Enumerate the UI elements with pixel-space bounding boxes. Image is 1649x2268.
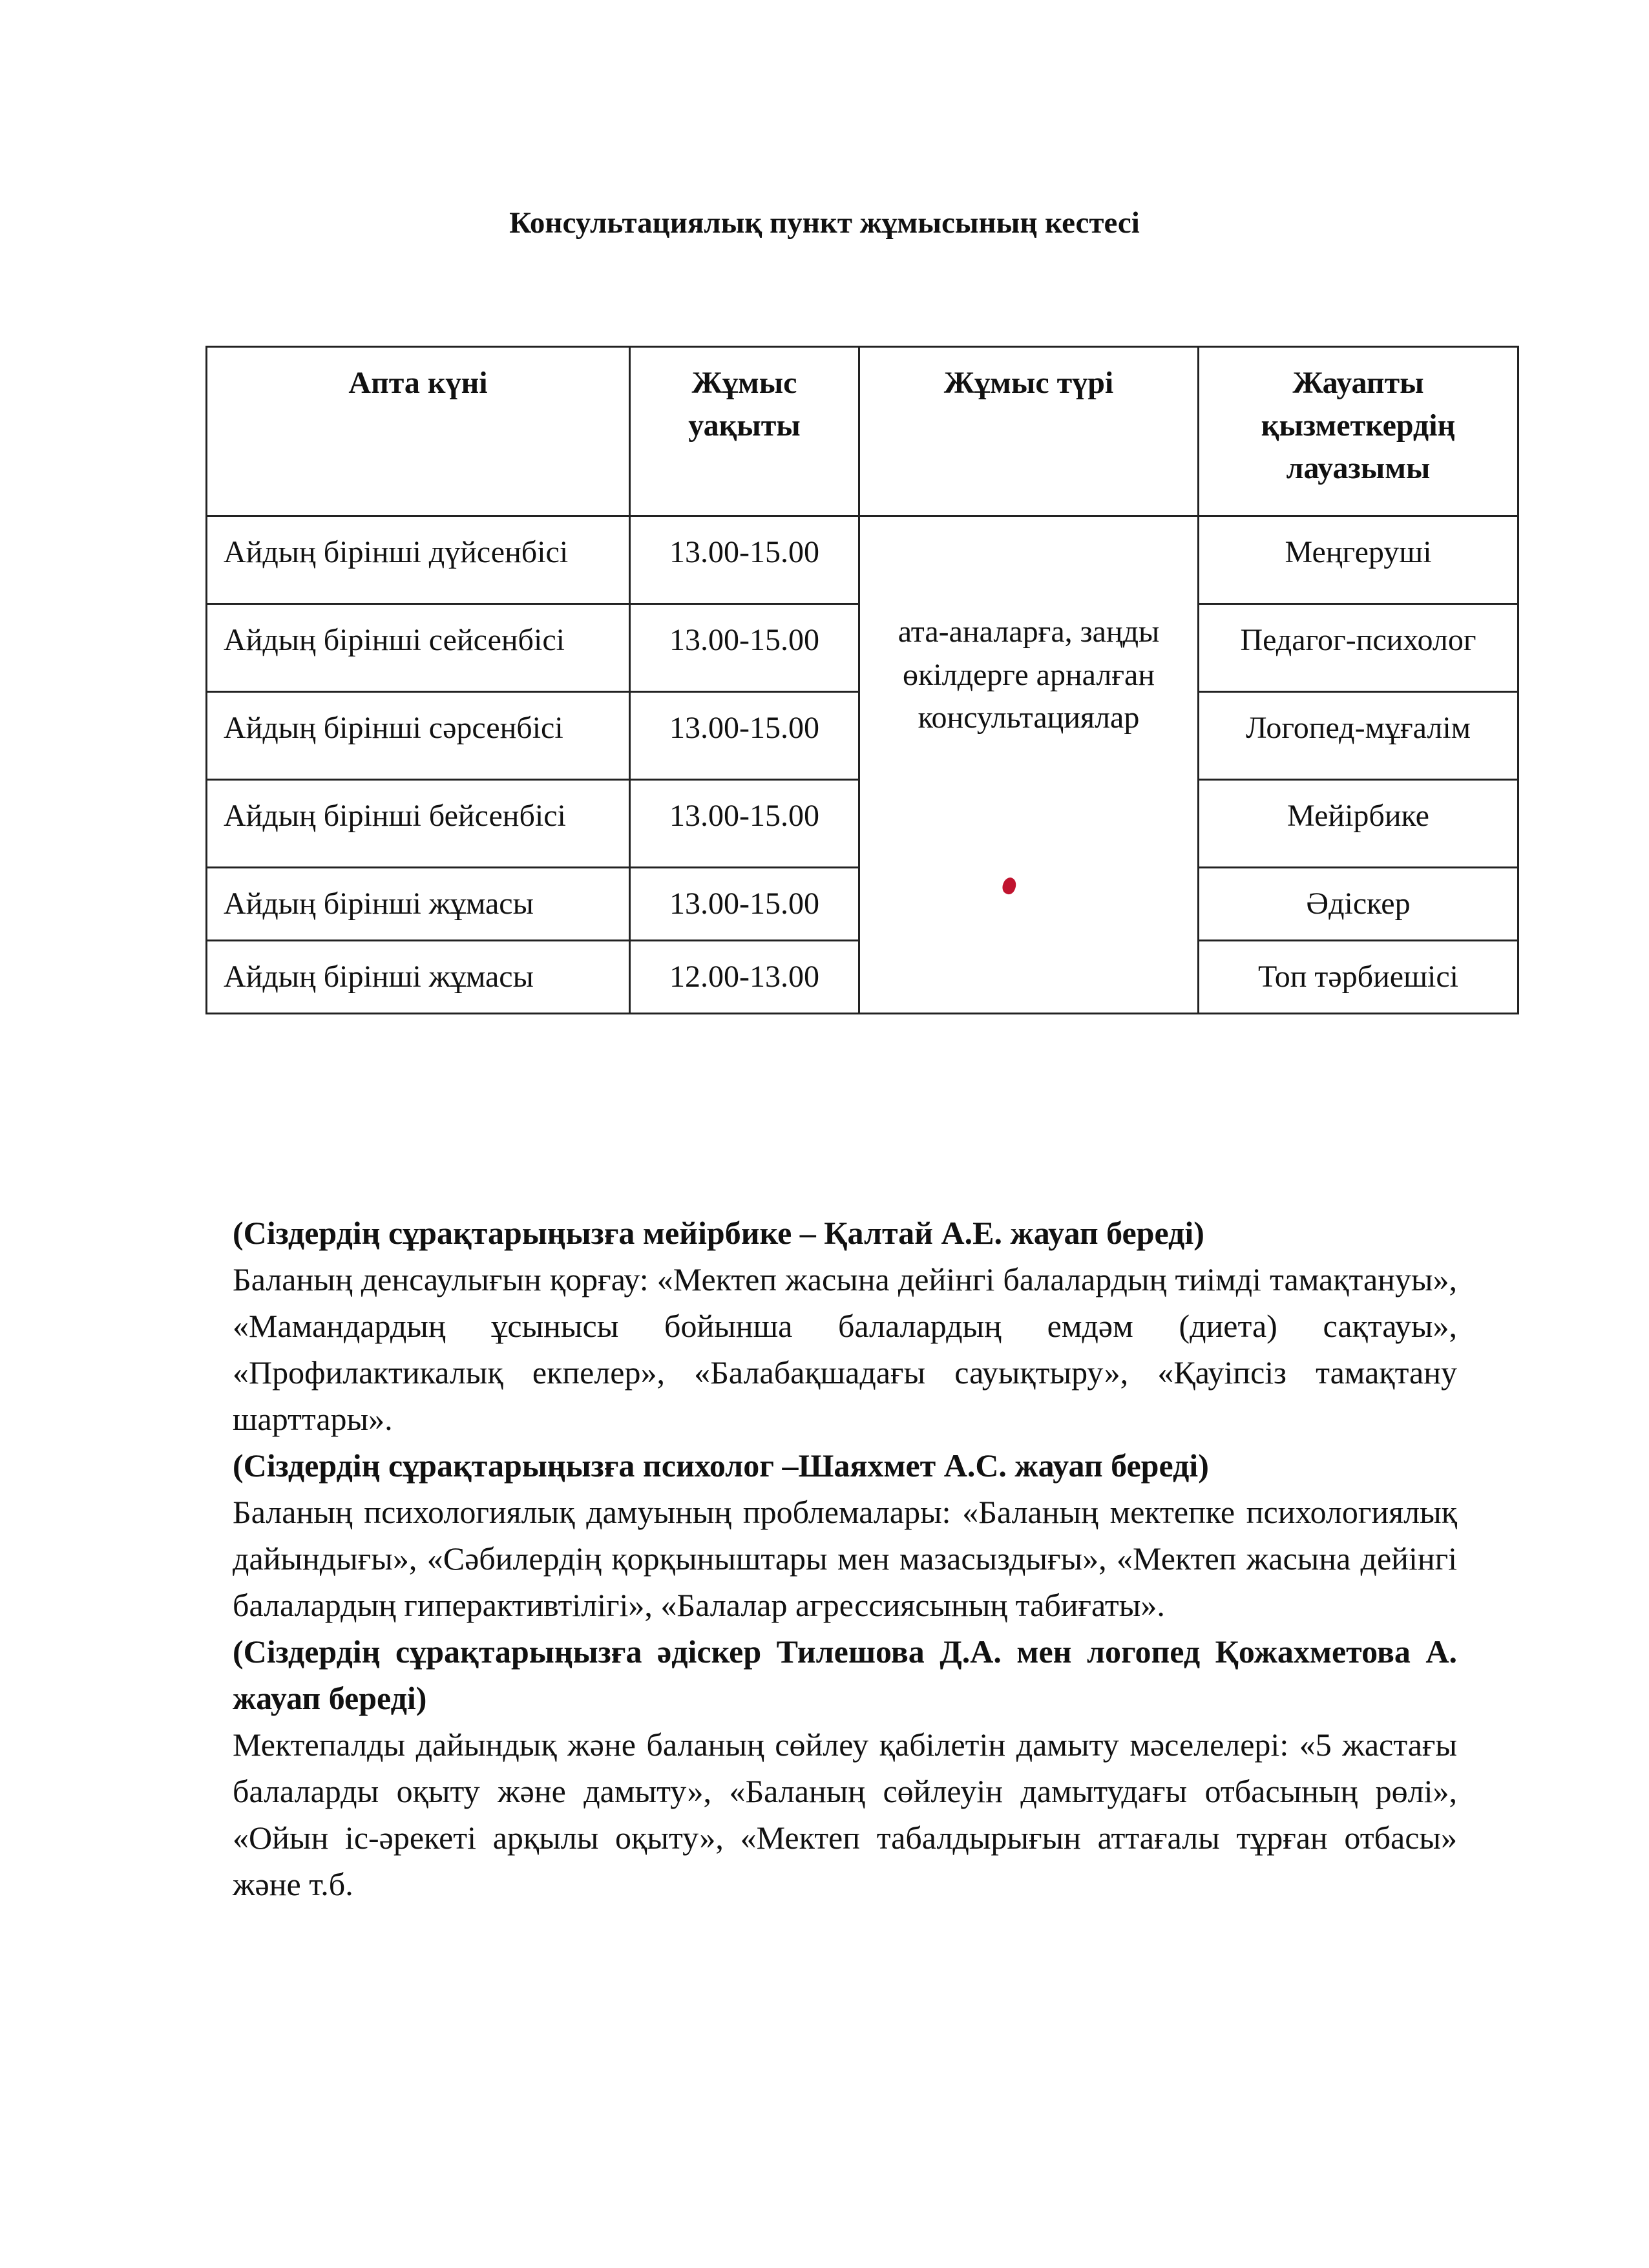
cell-time: 13.00-15.00	[630, 692, 859, 780]
header-work-type: Жұмыс түрі	[859, 347, 1199, 516]
header-work-time: Жұмыс уақыты	[630, 347, 859, 516]
page-title: Консультациялық пункт жұмысының кестесі	[509, 206, 1140, 240]
section-heading-methodist-speech: (Сіздердің сұрақтарыңызға әдіскер Тилешова Д.А. мен логопед Қожахметова А. жауап береді)	[233, 1633, 1457, 1716]
section-text-psychologist: Баланың психологиялық дамуының проблемалары: «Баланың мектепке психологиялық дайындығы», «Сәбилердің қорқыныштары мен мазасыздығы», «Мектеп жасына дейінгі балалардың гиперактивтілігі», «Балалар агрессиясының табиғаты».	[233, 1494, 1457, 1623]
cell-position: Әдіскер	[1199, 868, 1518, 941]
cell-position: Логопед-мұғалім	[1199, 692, 1518, 780]
cell-position: Топ тәрбиешісі	[1199, 941, 1518, 1014]
cell-day: Айдың бірінші бейсенбісі	[207, 780, 630, 868]
section-text-nurse: Баланың денсаулығын қорғау: «Мектеп жасына дейінгі балалардың тиімді тамақтануы», «Мамандардың ұсынысы бойынша балалардың емдәм (диета) сақтауы», «Профилактикалық екпелер», «Балабақшадағы сауықтыру», «Қауіпсіз тамақтану шарттары».	[233, 1261, 1457, 1437]
cell-day: Айдың бірінші дүйсенбісі	[207, 516, 630, 604]
header-responsible-position: Жауапты қызметкердің лауазымы	[1199, 347, 1518, 516]
table-row	[207, 516, 1518, 604]
cell-position: Мейірбике	[1199, 780, 1518, 868]
cell-day: Айдың бірінші жұмасы	[207, 868, 630, 941]
header-weekday: Апта күні	[207, 347, 630, 516]
table-header-row	[207, 347, 1518, 516]
schedule-table	[205, 346, 1519, 1014]
cell-time: 13.00-15.00	[630, 868, 859, 941]
cell-position: Меңгеруші	[1199, 516, 1518, 604]
cell-position: Педагог-психолог	[1199, 604, 1518, 692]
section-text-methodist-speech: Мектепалды дайындық және баланың сөйлеу қабілетін дамыту мәселелері: «5 жастағы балаларды оқыту және дамыту», «Баланың сөйлеуін дамытудағы отбасының рөлі», «Ойын іс-әрекеті арқылы оқыту», «Мектеп табалдырығын аттағалы тұрған отбасы» және т.б.	[233, 1727, 1457, 1902]
cell-day: Айдың бірінші жұмасы	[207, 941, 630, 1014]
cell-time: 13.00-15.00	[630, 780, 859, 868]
section-heading-psychologist: (Сіздердің сұрақтарыңызға психолог –Шаяхмет А.С. жауап береді)	[233, 1447, 1209, 1484]
cell-work-type: ата-аналарға, заңды өкілдерге арналған консультациялар	[859, 516, 1199, 1014]
cell-time: 13.00-15.00	[630, 516, 859, 604]
cell-day: Айдың бірінші сәрсенбісі	[207, 692, 630, 780]
cell-time: 12.00-13.00	[630, 941, 859, 1014]
cell-time: 13.00-15.00	[630, 604, 859, 692]
cell-day: Айдың бірінші сейсенбісі	[207, 604, 630, 692]
consultation-details	[233, 1210, 1457, 1907]
section-heading-nurse: (Сіздердің сұрақтарыңызға мейірбике – Қалтай А.Е. жауап береді)	[233, 1215, 1204, 1251]
